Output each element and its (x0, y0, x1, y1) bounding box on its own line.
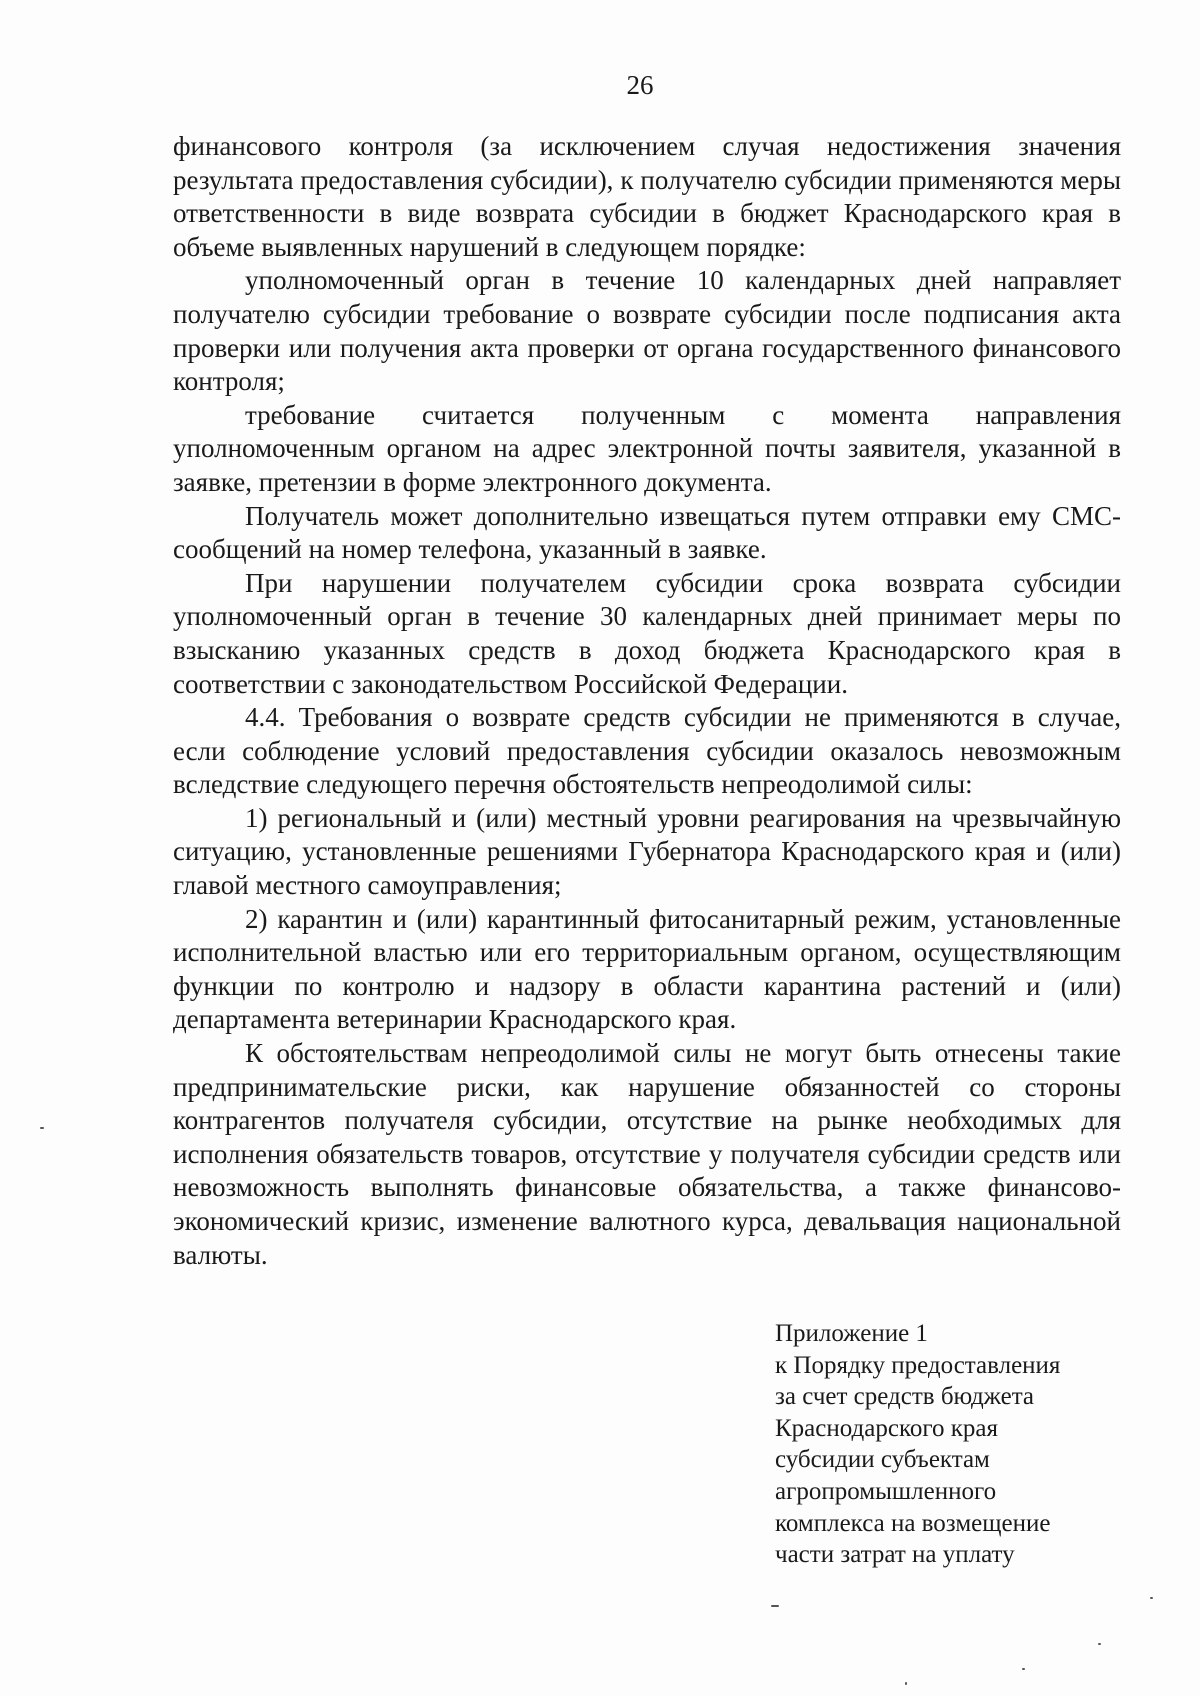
appendix-header (775, 1318, 1135, 1571)
list-item-2: 2) карантин и (или) карантинный фитосанитарный режим, установленные исполнительной властью или его территориальным органом, осуществляющим функции по контролю и надзору в области карантина растений и (или) департамента ветеринарии Краснодарского края. (173, 903, 1121, 1035)
appendix-line: агропромышленного (775, 1477, 997, 1505)
paragraph-violation-recovery: При нарушении получателем субсидии срока возврата субсидии уполномоченный орган в течение 30 календарных дней принимает меры по взысканию указанных средств в доход бюджета Краснодарского края в соответствии с законодательством Российской Федерации. (173, 567, 1121, 699)
appendix-line: субсидии субъектам (775, 1446, 990, 1474)
scan-speck (905, 1682, 907, 1685)
appendix-line: части затрат на уплату (775, 1541, 1015, 1569)
appendix-line: за счет средств бюджета (775, 1383, 1035, 1411)
scan-speck (1098, 1643, 1101, 1645)
appendix-line: Краснодарского края (775, 1414, 998, 1442)
paragraph-authorized-body-notice: уполномоченный орган в течение 10 календарных дней направляет получателю субсидии требование о возврате субсидии после подписания акта проверки или получения акта проверки от органа государственного финансового контроля; (173, 265, 1121, 397)
scan-speck (771, 1605, 779, 1607)
paragraph-sms-notification: Получатель может дополнительно извещаться путем отправки ему СМС-сообщений на номер телефона, указанный в заявке. (173, 500, 1121, 565)
scan-speck (1150, 1597, 1153, 1599)
scan-speck (40, 1127, 44, 1129)
body-text (173, 130, 1121, 1272)
paragraph-continuation: финансового контроля (за исключением случая недостижения значения результата предоставления субсидии), к получателю субсидии применяются меры ответственности в виде возврата субсидии в бюджет Краснодарского края в объеме выявленных нарушений в следующем порядке: (173, 131, 1121, 262)
paragraph-4-4: 4.4. Требования о возврате средств субсидии не применяются в случае, если соблюдение условий предоставления субсидии оказалось невозможным вследствие следующего перечня обстоятельств непреодолимой силы: (173, 702, 1121, 800)
appendix-line: Приложение 1 (775, 1320, 928, 1347)
appendix-line: к Порядку предоставления (775, 1351, 1061, 1379)
scan-speck (1022, 1668, 1025, 1670)
paragraph-requirement-received: требование считается полученным с момента направления уполномоченным органом на адрес электронной почты заявителя, указанной в заявке, претензии в форме электронного документа. (173, 399, 1121, 497)
paragraph-force-majeure-exclusions: К обстоятельствам непреодолимой силы не могут быть отнесены такие предпринимательские риски, как нарушение обязанностей со стороны контрагентов получателя субсидии, отсутствие на рынке необходимых для исполнения обязательств товаров, отсутствие у получателя субсидии средств или невозможность выполнять финансовые обязательства, а также финансово-экономический кризис, изменение валютного курса, девальвация национальной валюты. (173, 1038, 1121, 1270)
list-item-1: 1) региональный и (или) местный уровни реагирования на чрезвычайную ситуацию, установленные решениями Губернатора Краснодарского края и (или) главой местного самоуправления; (173, 802, 1121, 901)
appendix-line: комплекса на возмещение (775, 1509, 1051, 1537)
page-number: 26 (626, 70, 654, 100)
